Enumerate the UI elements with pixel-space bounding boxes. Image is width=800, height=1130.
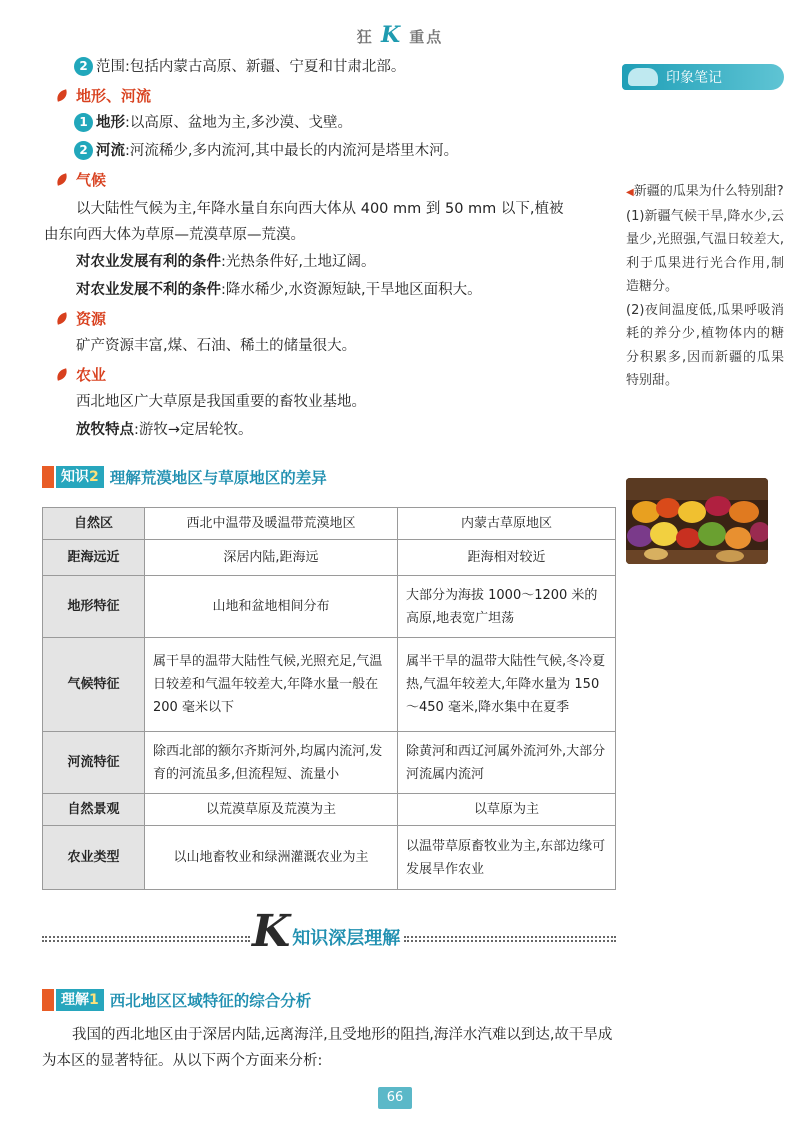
resource-text: 矿产资源丰富,煤、石油、稀土的储量很大。 <box>76 338 357 354</box>
banner-title: 知识深层理解 <box>292 928 401 949</box>
table-row <box>43 732 616 794</box>
table-row <box>43 540 616 576</box>
table-row <box>43 826 616 890</box>
grazing-line: 放牧特点:游牧→定居轮牧。 <box>76 422 253 438</box>
section-title-understanding-1: 理解1 西北地区区域特征的综合分析 <box>42 989 311 1011</box>
impression-notes-tab: 印象笔记 <box>622 64 784 90</box>
section-title-knowledge-2: 知识2 理解荒漠地区与草原地区的差异 <box>42 466 327 488</box>
row-label: 距海远近 <box>43 540 145 576</box>
number-badge: 1 <box>74 113 93 132</box>
comparison-table <box>42 507 616 890</box>
table-cell: 以山地畜牧业和绿洲灌溉农业为主 <box>145 826 398 890</box>
leaf-icon <box>55 89 69 102</box>
row-label: 气候特征 <box>43 638 145 732</box>
leaf-icon <box>55 173 69 186</box>
main-content <box>44 56 618 447</box>
table-cell: 除黄河和西辽河属外流河外,大部分河流属内流河 <box>398 732 616 794</box>
climate-text-2: 由东向西大体为草原—荒漠草原—荒漠。 <box>44 227 305 243</box>
table-cell: 以温带草原畜牧业为主,东部边缘可发展旱作农业 <box>398 826 616 890</box>
triangle-icon: ◀ <box>626 187 634 198</box>
table-row <box>43 576 616 638</box>
table-row <box>43 794 616 826</box>
table-header-cell: 内蒙古草原地区 <box>398 508 616 540</box>
terrain-river-heading: 地形、河流 <box>44 84 618 112</box>
fruit-illustration <box>626 478 768 564</box>
table-header-cell: 西北中温带及暖温带荒漠地区 <box>145 508 398 540</box>
terrain-line: 1 地形:以高原、盆地为主,多沙漠、戈壁。 <box>44 112 618 140</box>
page-header: 狂 K 重点 <box>356 22 444 48</box>
table-header-row <box>43 508 616 540</box>
agri-heading: 农业 <box>44 363 618 391</box>
book-icon <box>42 466 54 488</box>
table-cell: 距海相对较近 <box>398 540 616 576</box>
table-cell: 山地和盆地相间分布 <box>145 576 398 638</box>
section-tag: 理解1 <box>42 989 104 1011</box>
fruit-photo <box>626 478 768 564</box>
side-note: ◀新疆的瓜果为什么特别甜? (1)新疆气候干旱,降水少,云量少,光照强,气温日较差大,利于瓜果进行光合作用,制造糖分。 (2)夜间温度低,瓜果呼吸消耗的养分少,植物体内的糖分积累多,因而新疆的瓜果特别甜。 <box>626 184 784 388</box>
k-logo: K <box>252 906 291 957</box>
row-label: 自然景观 <box>43 794 145 826</box>
page-number: 66 <box>378 1087 412 1109</box>
table-cell: 属半干旱的温带大陆性气候,冬冷夏热,气温年较差大,年降水量为 150～450 毫米,降水集中在夏季 <box>398 638 616 732</box>
deep-understanding-banner <box>42 908 616 958</box>
table-cell: 除西北部的额尔齐斯河外,均属内流河,发育的河流虽多,但流程短、流量小 <box>145 732 398 794</box>
favorable-line: 对农业发展有利的条件:光热条件好,土地辽阔。 <box>76 254 376 270</box>
table-cell: 以荒漠草原及荒漠为主 <box>145 794 398 826</box>
agri-text: 西北地区广大草原是我国重要的畜牧业基地。 <box>76 394 366 410</box>
row-label: 农业类型 <box>43 826 145 890</box>
row-label: 河流特征 <box>43 732 145 794</box>
analysis-paragraph: 我国的西北地区由于深居内陆,远离海洋,且受地形的阻挡,海洋水汽难以到达,故干旱成为本区的显著特征。从以下两个方面来分析: <box>42 1027 613 1069</box>
resource-heading: 资源 <box>44 307 618 335</box>
table-cell: 深居内陆,距海远 <box>145 540 398 576</box>
table-cell: 属干旱的温带大陆性气候,光照充足,气温日较差和气温年较差大,年降水量一般在 200 毫米以下 <box>145 638 398 732</box>
book-icon <box>42 989 54 1011</box>
leaf-icon <box>55 368 69 381</box>
table-cell: 以草原为主 <box>398 794 616 826</box>
table-cell: 大部分为海拔 1000～1200 米的高原,地表宽广坦荡 <box>398 576 616 638</box>
dotted-divider <box>42 936 250 942</box>
leaf-icon <box>55 312 69 325</box>
number-badge: 2 <box>74 141 93 160</box>
k-logo: K <box>380 22 403 48</box>
climate-heading: 气候 <box>44 168 618 196</box>
elephant-icon <box>628 68 658 86</box>
row-label: 地形特征 <box>43 576 145 638</box>
table-header-cell: 自然区 <box>43 508 145 540</box>
unfavorable-line: 对农业发展不利的条件:降水稀少,水资源短缺,干旱地区面积大。 <box>76 282 482 298</box>
dotted-divider <box>404 936 616 942</box>
section-tag: 知识2 <box>42 466 104 488</box>
scope-line: 2 范围:包括内蒙古高原、新疆、宁夏和甘肃北部。 <box>44 56 618 84</box>
table-row <box>43 638 616 732</box>
river-line: 2 河流:河流稀少,多内流河,其中最长的内流河是塔里木河。 <box>44 140 618 168</box>
number-badge: 2 <box>74 57 93 76</box>
climate-text-1: 以大陆性气候为主,年降水量自东向西大体从 400 mm 到 50 mm 以下,植被 <box>76 201 564 217</box>
